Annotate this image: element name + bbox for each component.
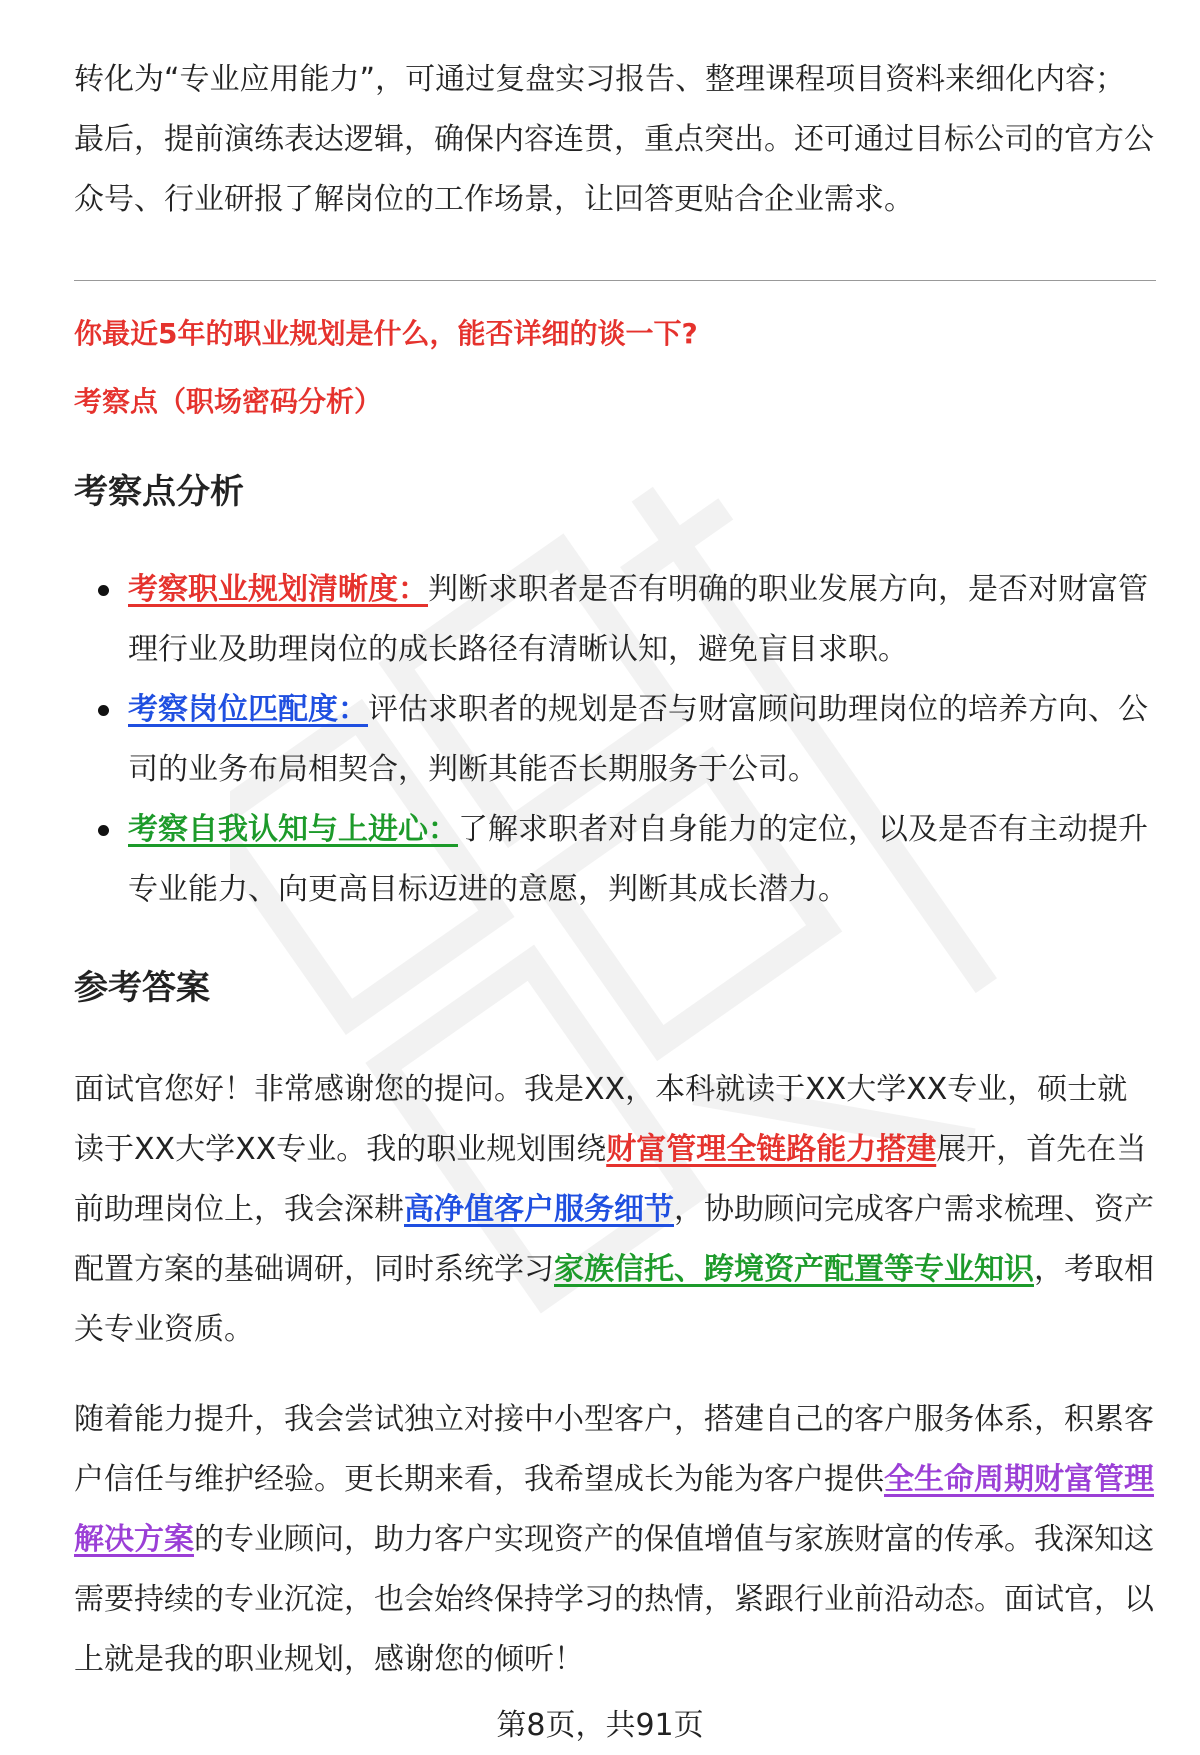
analysis-item-label: 考察职业规划清晰度： bbox=[128, 572, 428, 607]
question-title: 你最近5年的职业规划是什么，能否详细的谈一下? bbox=[74, 317, 698, 350]
answer-text: 面试官您好！非常感谢您的提问。我是XX，本科就读于XX大学XX专业，硕士就读于XX大学XX专业。我的职业规划围绕 bbox=[74, 1072, 1128, 1167]
bullet-icon bbox=[98, 705, 109, 716]
analysis-item-text: 判断求职者是否有明确的职业发展方向，是否对财富管理行业及助理岗位的成长路径有清晰认知，避免盲目求职。 bbox=[128, 572, 1148, 667]
analysis-item-text: 了解求职者对自身能力的定位，以及是否有主动提升专业能力、向更高目标迈进的意愿，判断其成长潜力。 bbox=[128, 812, 1148, 907]
page-number: 第8页，共91页 bbox=[496, 1708, 704, 1743]
question-subtitle: 考察点（职场密码分析） bbox=[74, 385, 383, 418]
analysis-item-label: 考察岗位匹配度： bbox=[128, 692, 368, 727]
analysis-item bbox=[74, 680, 1164, 800]
answer-highlight-green: 家族信托、跨境资产配置等专业知识 bbox=[554, 1252, 1034, 1287]
answer-highlight-red: 财富管理全链路能力搭建 bbox=[606, 1132, 937, 1167]
answer-text: ，考取相关专业资质。 bbox=[74, 1252, 1154, 1347]
answer-text: 随着能力提升，我会尝试独立对接中小型客户，搭建自己的客户服务体系，积累客户信任与维护经验。更长期来看，我希望成长为能为客户提供 bbox=[74, 1402, 1154, 1497]
answer-heading: 参考答案 bbox=[74, 968, 210, 1008]
analysis-item bbox=[74, 560, 1164, 680]
answer-paragraph-1 bbox=[74, 1060, 1154, 1360]
analysis-heading: 考察点分析 bbox=[74, 472, 244, 512]
answer-highlight-purple: 全生命周期财富管理解决方案 bbox=[74, 1462, 1154, 1557]
answer-text: 的专业顾问，助力客户实现资产的保值增值与家族财富的传承。我深知这需要持续的专业沉淀，也会始终保持学习的热情，紧跟行业前沿动态。面试官，以上就是我的职业规划，感谢您的倾听！ bbox=[74, 1522, 1154, 1677]
analysis-item-label: 考察自我认知与上进心： bbox=[128, 812, 458, 847]
answer-highlight-blue: 高净值客户服务细节 bbox=[404, 1192, 674, 1227]
answer-text: ，协助顾问完成客户需求梳理、资产配置方案的基础调研，同时系统学习 bbox=[74, 1192, 1154, 1287]
section-divider bbox=[74, 280, 1156, 281]
answer-text: 展开，首先在当前助理岗位上，我会深耕 bbox=[74, 1132, 1147, 1227]
answer-paragraph-2 bbox=[74, 1390, 1154, 1690]
bullet-icon bbox=[98, 585, 109, 596]
analysis-item bbox=[74, 800, 1164, 920]
analysis-list bbox=[74, 560, 1164, 920]
bullet-icon bbox=[98, 825, 109, 836]
analysis-item-text: 评估求职者的规划是否与财富顾问助理岗位的培养方向、公司的业务布局相契合，判断其能否长期服务于公司。 bbox=[128, 692, 1148, 787]
intro-paragraph: 转化为“专业应用能力”，可通过复盘实习报告、整理课程项目资料来细化内容；最后，提前演练表达逻辑，确保内容连贯，重点突出。还可通过目标公司的官方公众号、行业研报了解岗位的工作场景，让回答更贴合企业需求。 bbox=[74, 62, 1154, 217]
